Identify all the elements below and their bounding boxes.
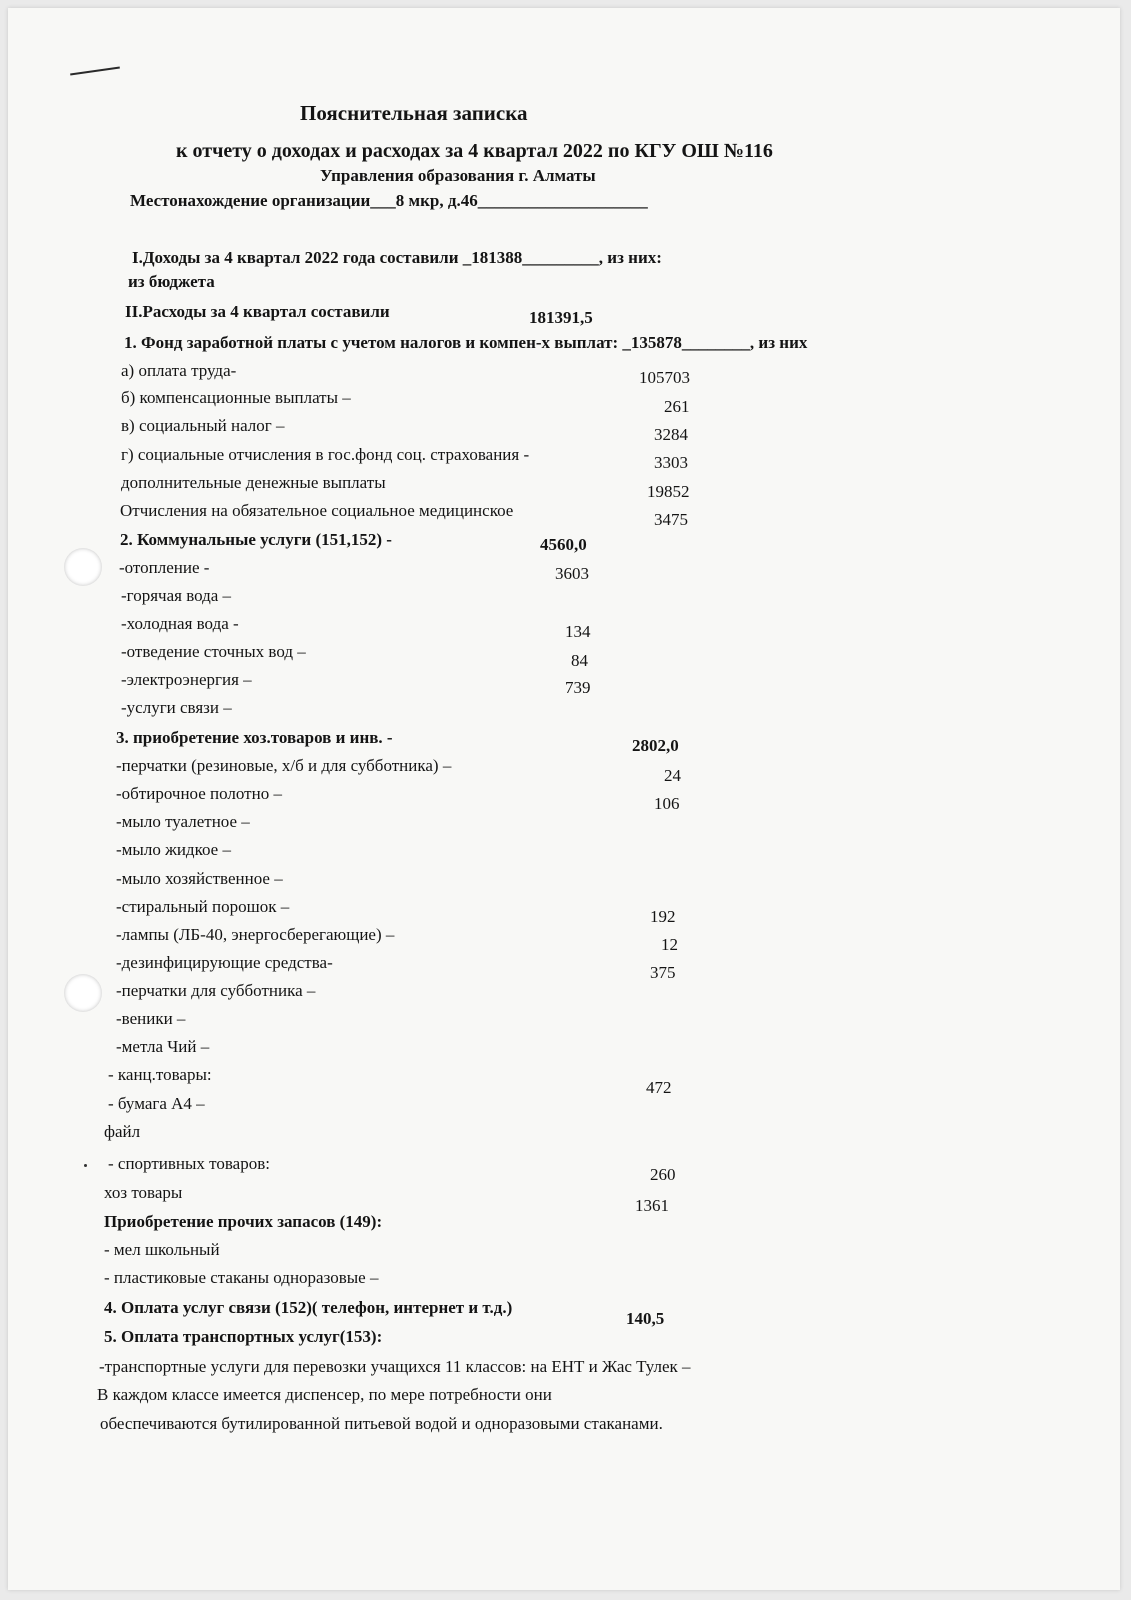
household-total: 2802,0: [632, 736, 679, 755]
payroll-item-value: 3284: [654, 425, 688, 444]
transport-heading: 5. Оплата транспортных услуг(153):: [104, 1327, 383, 1346]
note-line: обеспечиваются бутилированной питьевой водой и одноразовыми стаканами.: [100, 1414, 663, 1433]
punch-hole-top: [64, 548, 102, 586]
payroll-heading: 1. Фонд заработной платы с учетом налогов и компен-х выплат: _135878________, из них: [124, 333, 808, 352]
document-subtitle: к отчету о доходах и расходах за 4 квартал 2022 по КГУ ОШ №116: [176, 140, 773, 162]
pen-mark: [70, 67, 120, 76]
utilities-item-value: 134: [565, 622, 591, 641]
household-item-label: -перчатки (резиновые, х/б и для субботника) –: [116, 756, 452, 775]
household-item-label: -мыло туалетное –: [116, 812, 250, 831]
household-item-value: 260: [650, 1165, 676, 1184]
household-item-label: - канц.товары:: [108, 1065, 212, 1084]
household-heading: 3. приобретение хоз.товаров и инв. -: [116, 728, 393, 747]
household-item-value: 24: [664, 766, 681, 785]
utilities-item-label: -отведение сточных вод –: [121, 642, 306, 661]
punch-hole-bottom: [64, 974, 102, 1012]
household-item-label: -стиральный порошок –: [116, 897, 290, 916]
utilities-item-value: 3603: [555, 564, 589, 583]
household-item-value: 1361: [635, 1196, 669, 1215]
utilities-item-label: -электроэнергия –: [121, 670, 252, 689]
payroll-item-label: б) компенсационные выплаты –: [121, 388, 351, 407]
expenses-total: 181391,5: [529, 308, 593, 327]
communication-total: 140,5: [626, 1309, 665, 1328]
payroll-item-label: дополнительные денежные выплаты: [121, 473, 386, 492]
communication-heading: 4. Оплата услуг связи (152)( телефон, интернет и т.д.): [104, 1298, 513, 1317]
household-item-value: 472: [646, 1078, 672, 1097]
department-line: Управления образования г. Алматы: [320, 166, 596, 185]
payroll-item-value: 105703: [639, 368, 690, 387]
payroll-item-label: Отчисления на обязательное социальное медицинское: [120, 501, 514, 520]
household-item-label: - бумага А4 –: [108, 1094, 205, 1113]
income-source: из бюджета: [128, 272, 215, 291]
other-stocks-item: - мел школьный: [104, 1240, 220, 1259]
household-item-label: -метла Чий –: [116, 1037, 210, 1056]
utilities-item-value: 739: [565, 678, 591, 697]
document-page: [8, 8, 1120, 1590]
household-item-value: 375: [650, 963, 676, 982]
utilities-item-label: -отопление -: [119, 558, 210, 577]
household-item-value: 106: [654, 794, 680, 813]
note-line: В каждом классе имеется диспенсер, по мере потребности они: [97, 1385, 552, 1404]
payroll-item-label: г) социальные отчисления в гос.фонд соц. страхования -: [121, 445, 530, 464]
household-item-label: -мыло жидкое –: [116, 840, 231, 859]
other-stocks-heading: Приобретение прочих запасов (149):: [104, 1212, 383, 1231]
utilities-total: 4560,0: [540, 535, 587, 554]
household-item-label: -веники –: [116, 1009, 186, 1028]
household-item-label: -мыло хозяйственное –: [116, 869, 283, 888]
household-item-label: хоз товары: [104, 1183, 183, 1202]
payroll-item-value: 261: [664, 397, 690, 416]
household-item-value: 192: [650, 907, 676, 926]
payroll-item-label: а) оплата труда-: [121, 361, 237, 380]
utilities-item-label: -холодная вода -: [121, 614, 239, 633]
household-item-label: файл: [104, 1122, 141, 1141]
utilities-heading: 2. Коммунальные услуги (151,152) -: [120, 530, 392, 549]
payroll-item-value: 19852: [647, 482, 690, 501]
transport-item: -транспортные услуги для перевозки учащихся 11 классов: на ЕНТ и Жас Тулек –: [99, 1357, 691, 1376]
household-item-label: -перчатки для субботника –: [116, 981, 316, 1000]
utilities-item-label: -услуги связи –: [121, 698, 232, 717]
stray-dot: [84, 1164, 87, 1167]
expenses-label: II.Расходы за 4 квартал составили: [125, 302, 390, 321]
utilities-item-label: -горячая вода –: [121, 586, 232, 605]
income-line: I.Доходы за 4 квартал 2022 года составили _181388_________, из них:: [132, 248, 662, 267]
household-item-label: -обтирочное полотно –: [116, 784, 282, 803]
payroll-item-value: 3475: [654, 510, 688, 529]
location-line: Местонахождение организации___8 мкр, д.46____________________: [130, 191, 648, 210]
household-item-label: -дезинфицирующие средства-: [116, 953, 333, 972]
household-item-label: -лампы (ЛБ-40, энергосберегающие) –: [116, 925, 395, 944]
document-title: Пояснительная записка: [300, 101, 528, 125]
household-item-label: - спортивных товаров:: [108, 1154, 270, 1173]
household-item-value: 12: [661, 935, 678, 954]
payroll-item-value: 3303: [654, 453, 688, 472]
other-stocks-item: - пластиковые стаканы одноразовые –: [104, 1268, 379, 1287]
utilities-item-value: 84: [571, 651, 588, 670]
payroll-item-label: в) социальный налог –: [121, 416, 285, 435]
